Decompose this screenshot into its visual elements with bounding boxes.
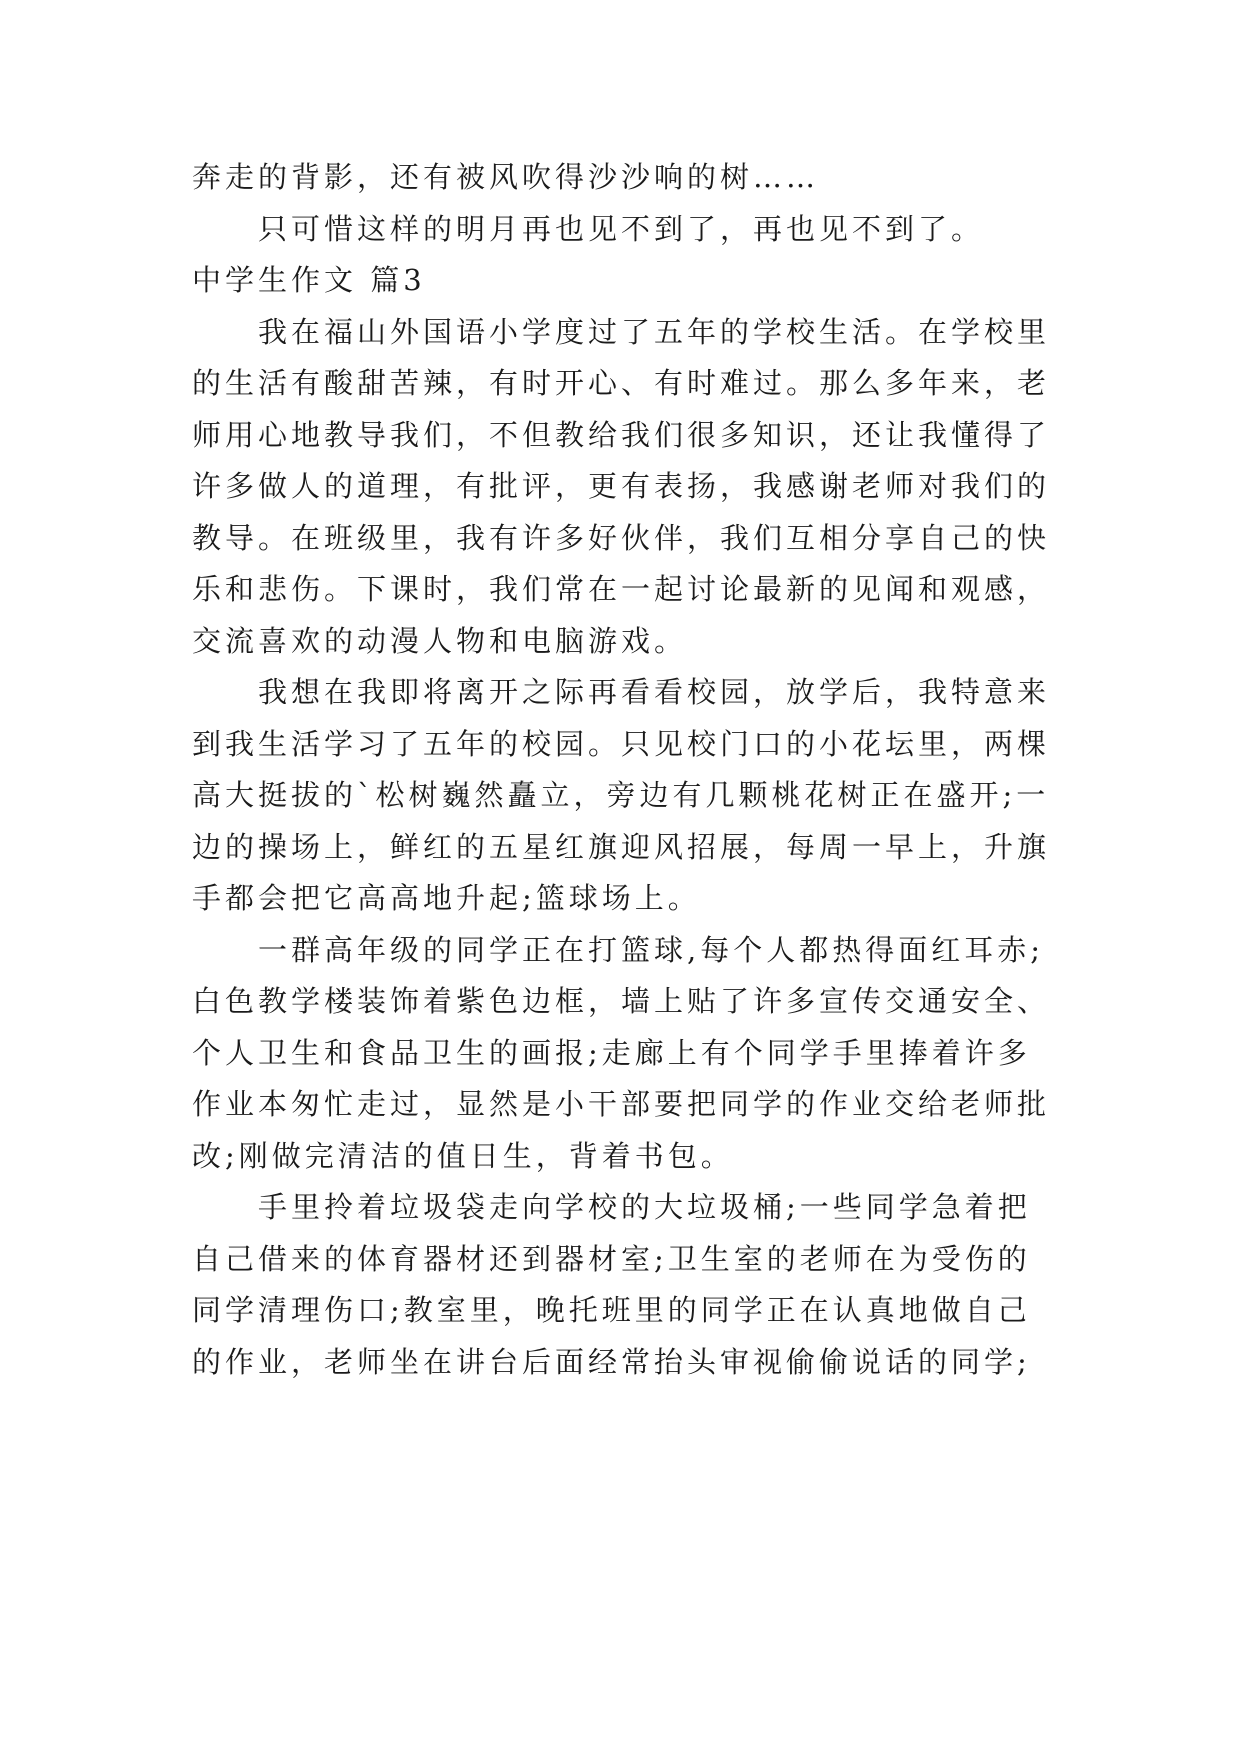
text-line: 个人卫生和食品卫生的画报;走廊上有个同学手里捧着许多 xyxy=(192,1035,1031,1070)
text-line: 只可惜这样的明月再也见不到了，再也见不到了。 xyxy=(258,211,985,246)
document-page xyxy=(192,152,1092,1388)
text-line: 师用心地教导我们，不但教给我们很多知识，还让我懂得了 xyxy=(192,417,1051,452)
section-heading: 中学生作文 篇3 xyxy=(192,263,426,297)
text-line: 到我生活学习了五年的校园。只见校门口的小花坛里，两棵 xyxy=(192,726,1051,761)
text-line: 的生活有酸甜苦辣，有时开心、有时难过。那么多年来，老 xyxy=(192,366,1051,400)
text-line: 高大挺拔的`松树巍然矗立，旁边有几颗桃花树正在盛开;一 xyxy=(192,778,1050,812)
text-line: 许多做人的道理，有批评，更有表扬，我感谢老师对我们的 xyxy=(192,469,1051,503)
text-line: 边的操场上，鲜红的五星红旗迎风招展，每周一早上，升旗 xyxy=(192,829,1051,864)
text-line: 改;刚做完清洁的值日生，背着书包。 xyxy=(192,1138,734,1173)
text-line: 乐和悲伤。下课时，我们常在一起讨论最新的见闻和观感， xyxy=(192,572,1051,606)
text-line: 奔走的背影，还有被风吹得沙沙响的树…… xyxy=(192,160,820,194)
text-line: 的作业，老师坐在讲台后面经常抬头审视偷偷说话的同学; xyxy=(192,1344,1031,1379)
text-line: 白色教学楼装饰着紫色边框，墙上贴了许多宣传交通安全、 xyxy=(192,984,1051,1018)
text-line: 作业本匆忙走过，显然是小干部要把同学的作业交给老师批 xyxy=(192,1087,1051,1121)
text-line: 手都会把它高高地升起;篮球场上。 xyxy=(192,881,701,915)
text-line: 自己借来的体育器材还到器材室;卫生室的老师在为受伤的 xyxy=(192,1241,1031,1276)
text-line: 我在福山外国语小学度过了五年的学校生活。在学校里 xyxy=(258,314,1051,349)
text-line: 教导。在班级里，我有许多好伙伴，我们互相分享自己的快 xyxy=(192,520,1051,555)
text-line: 同学清理伤口;教室里，晚托班里的同学正在认真地做自己 xyxy=(192,1293,1031,1327)
text-line: 一群高年级的同学正在打篮球,每个人都热得面红耳赤; xyxy=(258,932,1044,967)
text-line: 我想在我即将离开之际再看看校园，放学后，我特意来 xyxy=(258,675,1051,709)
text-line: 交流喜欢的动漫人物和电脑游戏。 xyxy=(192,623,688,658)
text-line: 手里拎着垃圾袋走向学校的大垃圾桶;一些同学急着把 xyxy=(258,1190,1031,1224)
